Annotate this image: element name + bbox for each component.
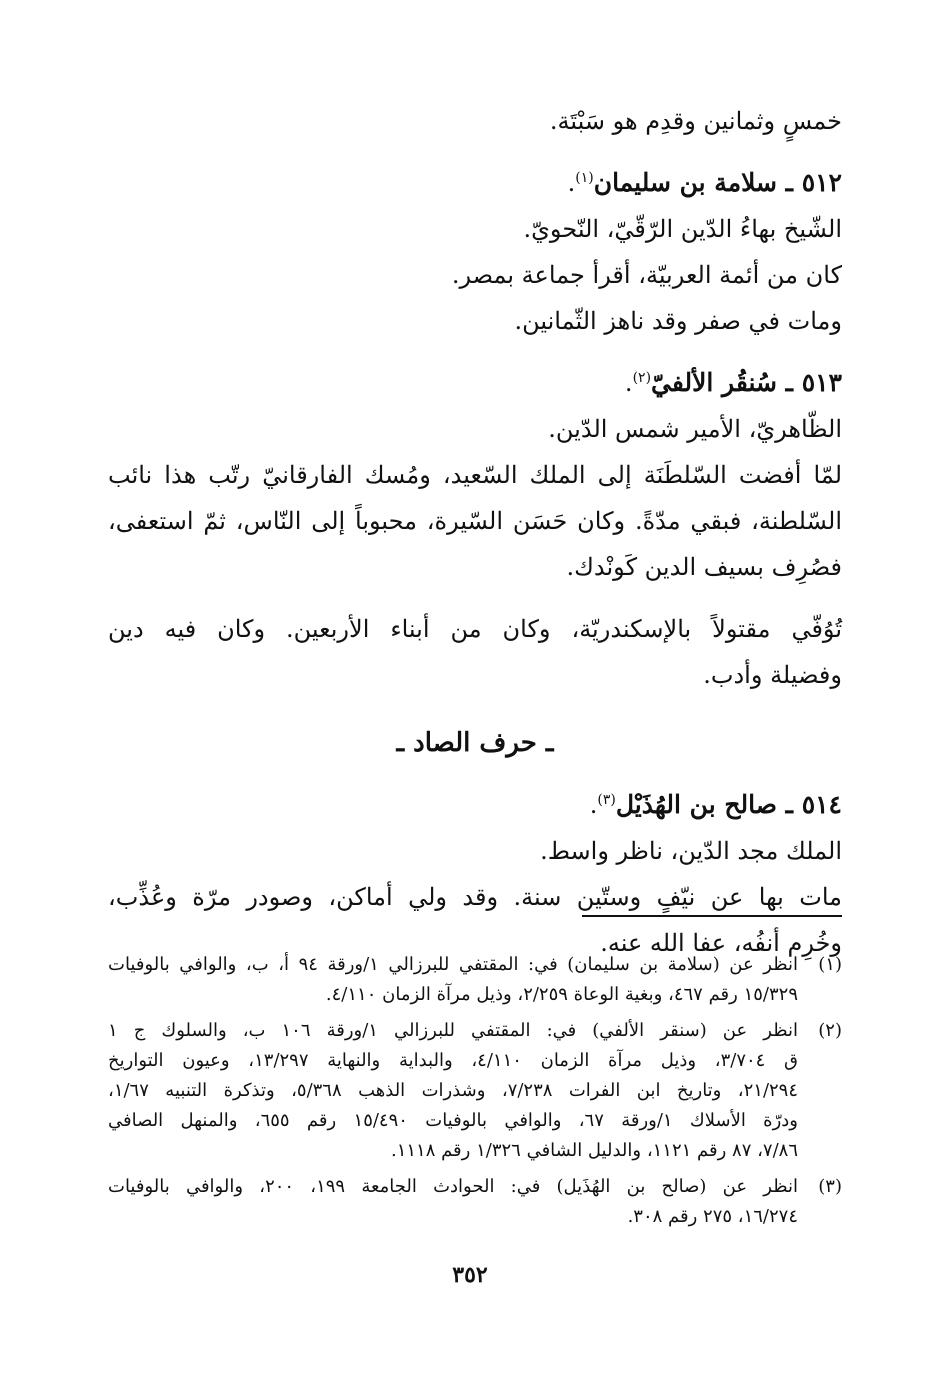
footnote-ref: (١) [575, 170, 594, 186]
footnote-line: ٧/٨٦، ٨٧ رقم ١١٢١، والدليل الشافي ١/٣٢٦ رقم ١١١٨. [390, 1140, 798, 1161]
page-number: ٣٥٢ [452, 1262, 488, 1288]
section-heading: ـ حرف الصاد ـ [396, 728, 554, 758]
footnote-ref: (٢) [632, 370, 652, 386]
paragraph-line: مات بها عن نيّفٍ وستّين سنة. وقد ولي أماكن، وصودر مرّة وعُذِّب، [108, 883, 842, 911]
footnote-line: ٢١/٢٩٤، وتاريخ ابن الفرات ٧/٢٣٨، وشذرات الذهب ٥/٣٦٨، وتذكرة التنبيه ١/٦٧، [108, 1080, 799, 1101]
main-text [108, 98, 842, 966]
footnote-number: (١) [818, 954, 842, 975]
entry-512-heading: ٥١٢ ـ سلامة بن سليمان$^{(١)}$. [567, 168, 842, 197]
footnote-line: ١٥/٣٢٩ رقم ٤٦٧، وبغية الوعاة ٢/٢٥٩، وذيل مرآة الزمان ٤/١١٠. [325, 984, 798, 1005]
footnote-ref: (٣) [597, 792, 616, 808]
footnote-line: انظر عن (صالح بن الهُذَيل) في: الحوادث الجامعة ١٩٩، ٢٠٠، والوافي بالوفيات [108, 1176, 798, 1197]
entry-line: الملك مجد الدّين، ناظر واسط. [540, 837, 842, 865]
entry-title: ٥١٤ ـ صالح بن الهُذَيْل [615, 790, 842, 819]
footnote [108, 950, 842, 1010]
footnote-divider [582, 915, 842, 917]
entry-line: الظّاهريّ، الأمير شمس الدّين. [548, 415, 842, 443]
entry-513-heading: ٥١٣ ـ سُنقُر الألفيّ$^{(٢)}$. [624, 368, 842, 397]
paragraph-line: تُوُفّي مقتولاً بالإسكندريّة، وكان من أبناء الأربعين. وكان فيه دين [108, 615, 842, 643]
footnote-line: ودرّة الأسلاك ١/ورقة ٦٧، والوافي بالوفيات ١٥/٤٩٠ رقم ٦٥٥، والمنهل الصافي [108, 1110, 798, 1131]
footnote-line: انظر عن (سنقر الألفي) في: المقتفي للبرزالي ١/ورقة ١٠٦ ب، والسلوك ج ١ [108, 1020, 798, 1041]
paragraph-line: فصُرِف بسيف الدين كَونْدك. [566, 553, 842, 581]
entry-title: ٥١٣ ـ سُنقُر الألفيّ [651, 368, 842, 397]
paragraph-line: لمّا أفضت السّلطَنَة إلى الملك السّعيد، ومُسك الفارقانيّ رتّب هذا نائب [108, 461, 843, 489]
entry-line: ومات في صفر وقد ناهز الثّمانين. [514, 307, 842, 335]
entry-line: كان من أئمة العربيّة، أقرأ جماعة بمصر. [451, 261, 842, 289]
paragraph-line: السّلطنة، فبقي مدّةً. وكان حَسَن السّيرة، محبوباً إلى النّاس، ثمّ استعفى، [108, 507, 842, 535]
entry-514-heading: ٥١٤ ـ صالح بن الهُذَيْل$^{(٣)}$. [589, 790, 842, 819]
continuation-line: خمسٍ وثمانين وقدِم هو سَبْتَة. [549, 107, 842, 135]
footnote-line: ١٦/٢٧٤، ٢٧٥ رقم ٣٠٨. [627, 1206, 798, 1227]
footnote [108, 1016, 842, 1166]
footnote-line: انظر عن (سلامة بن سليمان) في: المقتفي للبرزالي ١/ورقة ٩٤ أ، ب، والوافي بالوفيات [108, 954, 798, 975]
footnote-number: (٣) [818, 1176, 842, 1197]
entry-title: ٥١٢ ـ سلامة بن سليمان [593, 168, 842, 197]
paragraph-line: وخُرِم أنفُه، عفا الله عنه. [600, 929, 842, 957]
paragraph-line: وفضيلة وأدب. [703, 661, 842, 689]
footnotes [108, 950, 842, 1232]
footnote-line: ق ٣/٧٠٤، وذيل مرآة الزمان ٤/١١٠، والبداية والنهاية ١٣/٢٩٧، وعيون التواريخ [108, 1050, 799, 1071]
footnote [108, 1172, 842, 1232]
footnote-number: (٢) [818, 1020, 842, 1041]
entry-line: الشّيخ بهاءُ الدّين الرّقّيّ، النّحويّ. [523, 215, 842, 243]
